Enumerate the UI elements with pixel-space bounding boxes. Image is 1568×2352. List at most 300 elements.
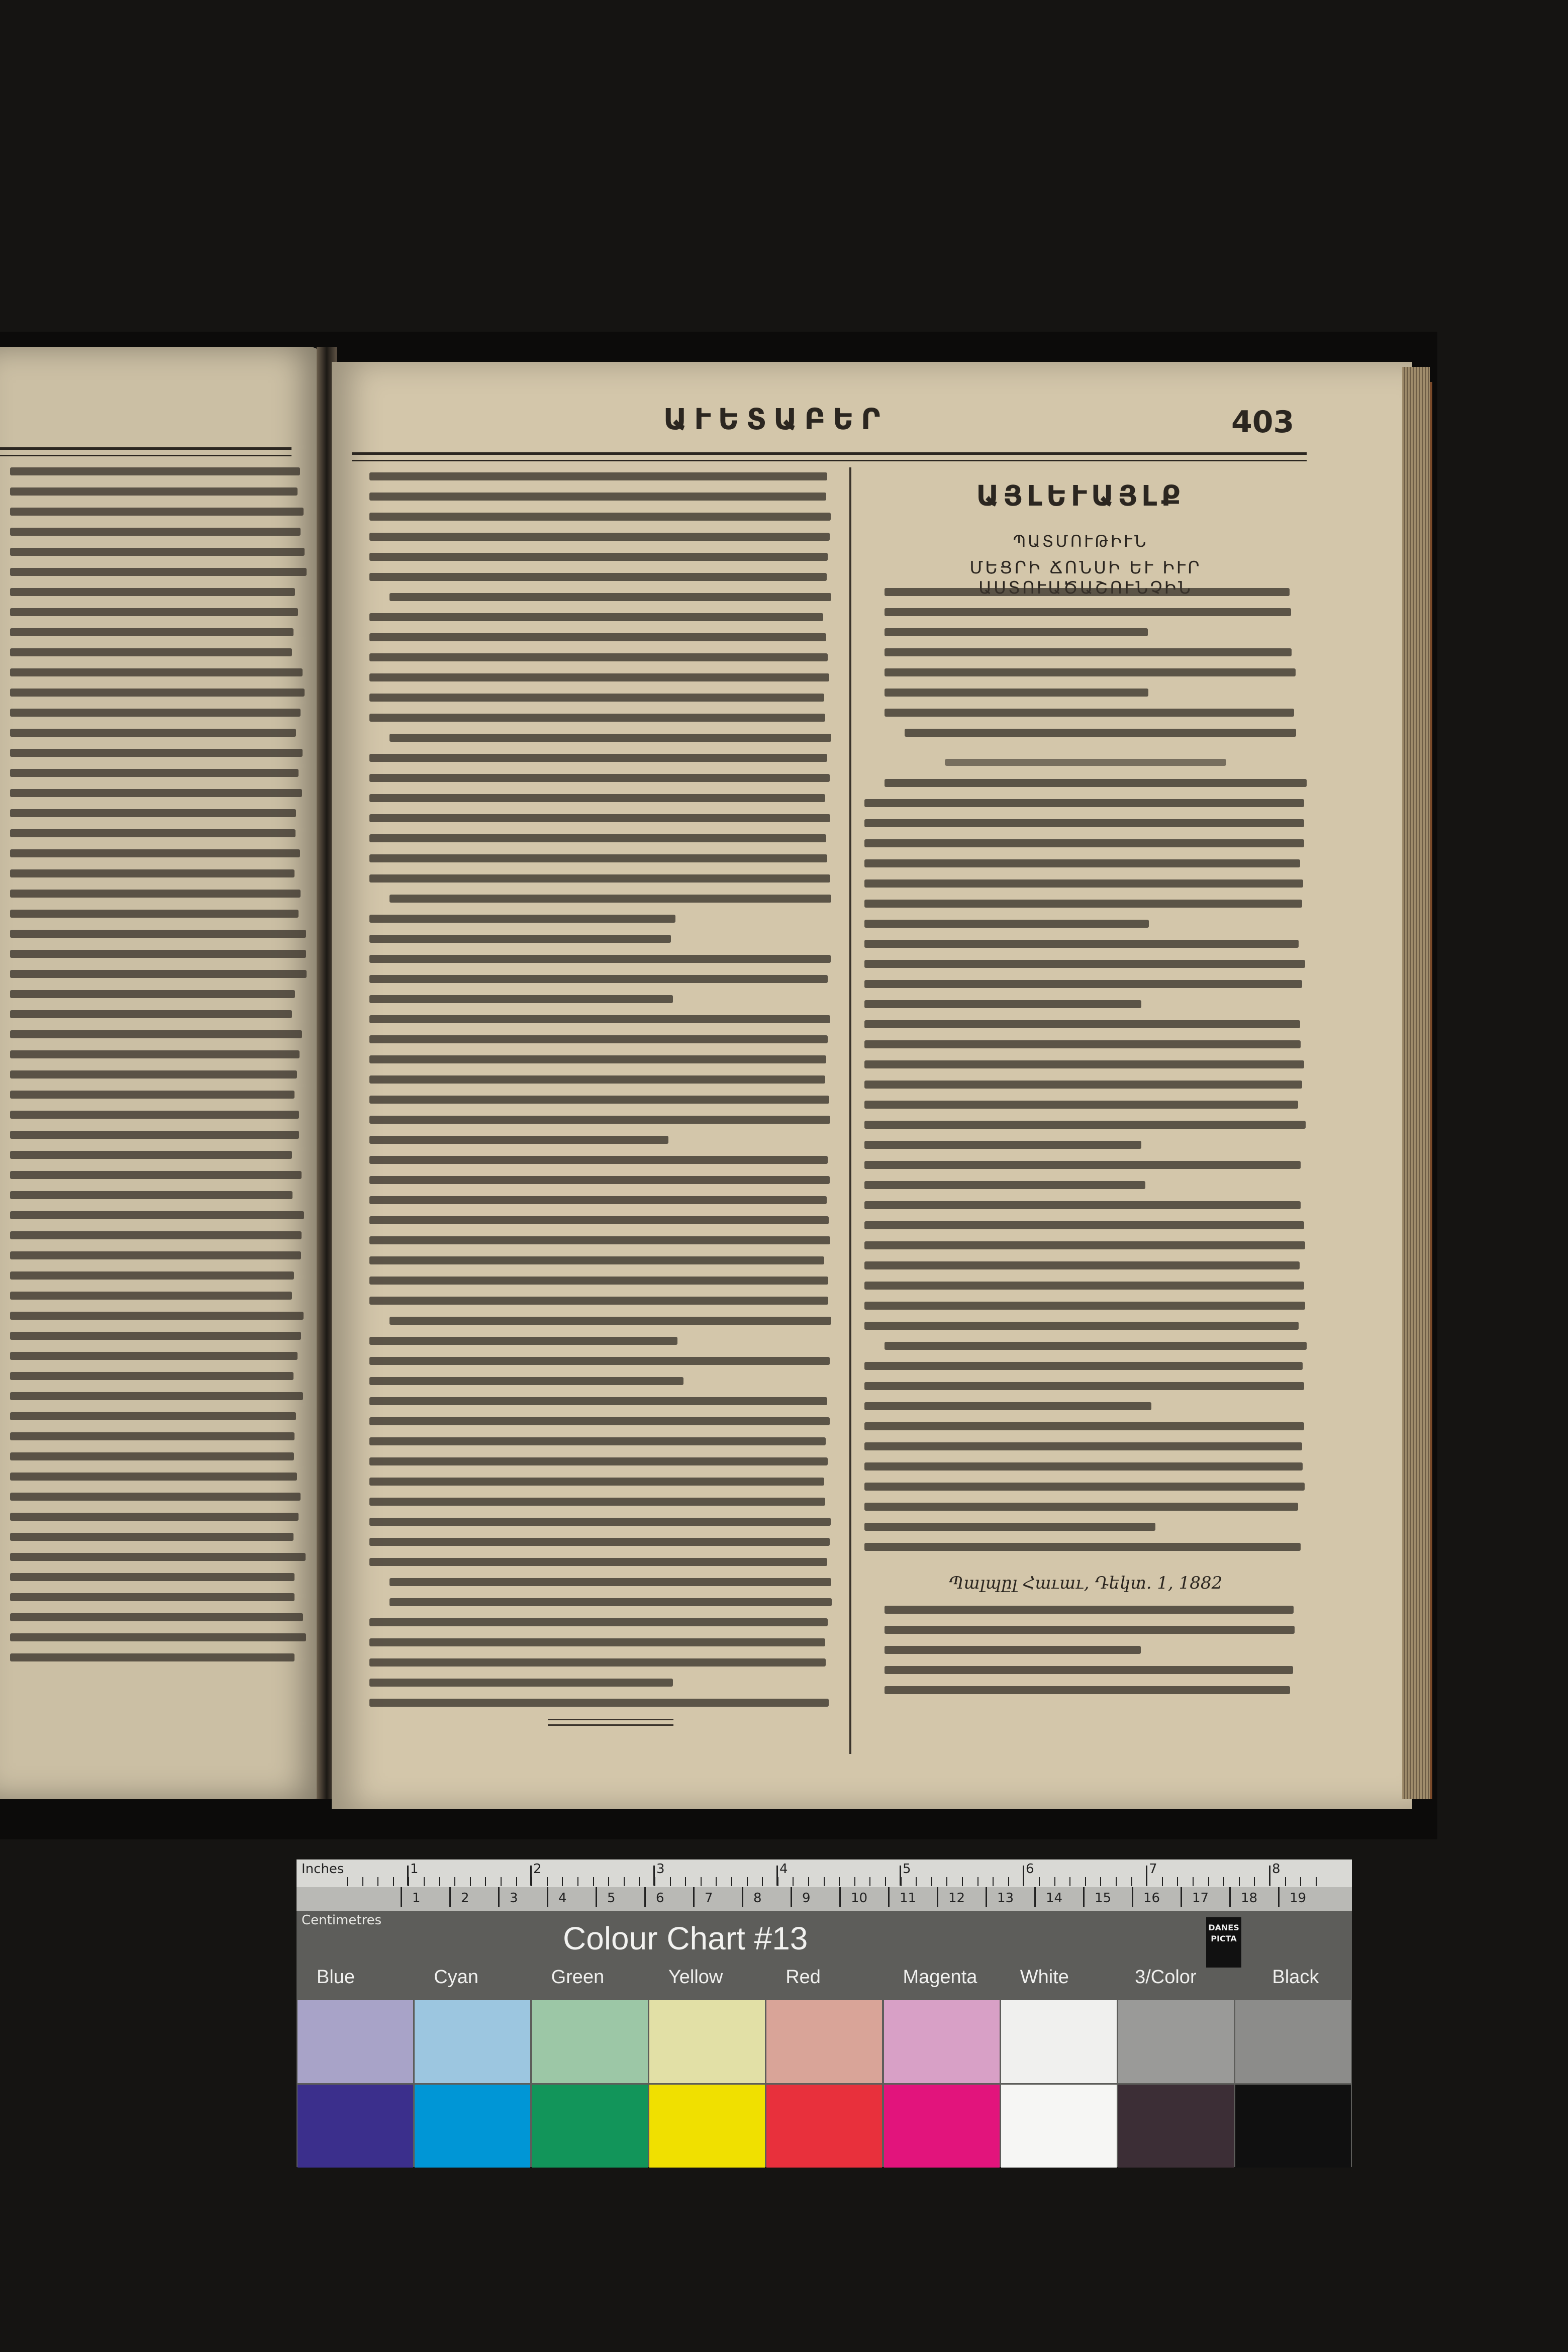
text-line (369, 935, 671, 943)
end-ornament (548, 1719, 673, 1726)
ruler-minor-tick (1146, 1877, 1147, 1886)
text-line (369, 553, 828, 561)
cm-tick (986, 1887, 987, 1907)
cm-tick (791, 1887, 792, 1907)
ruler-minor-tick (1100, 1877, 1101, 1886)
text-line (864, 1101, 1298, 1109)
inch-number: 5 (903, 1861, 911, 1877)
article-signature-text (885, 1606, 1297, 1711)
text-line (885, 1646, 1141, 1654)
text-line (885, 1666, 1293, 1674)
text-line (10, 1473, 297, 1481)
text-line (10, 950, 306, 958)
logo-word: PICTA (1211, 1934, 1237, 1943)
text-line (864, 980, 1302, 988)
text-line (10, 1111, 299, 1119)
cm-number: 7 (705, 1891, 713, 1906)
ruler-minor-tick (993, 1877, 994, 1886)
text-line (10, 548, 305, 556)
text-line (885, 1626, 1295, 1634)
cm-tick (547, 1887, 548, 1907)
text-line (369, 673, 829, 681)
danes-picta-logo (1206, 1917, 1241, 1968)
ruler-minor-tick (547, 1877, 548, 1886)
running-head: ԱՒԵՏԱԲԵՐ (663, 402, 888, 436)
text-line (864, 900, 1302, 908)
text-line (10, 1010, 292, 1018)
colour-patch-solid (649, 2085, 765, 2168)
patch-label: Red (786, 1967, 821, 1988)
cm-tick (693, 1887, 695, 1907)
text-line (10, 1070, 297, 1079)
text-line (905, 729, 1296, 737)
text-line (369, 1558, 827, 1566)
text-line (864, 1261, 1300, 1269)
text-line (864, 1382, 1304, 1390)
text-line (864, 1241, 1305, 1249)
text-line (10, 729, 296, 737)
text-line (369, 1417, 830, 1425)
text-line (864, 819, 1304, 827)
inch-number: 8 (1272, 1861, 1281, 1877)
header-rule (0, 447, 291, 456)
text-line (885, 1606, 1294, 1614)
text-line (369, 714, 825, 722)
colour-patch-solid (532, 2085, 648, 2168)
ruler-minor-tick (1269, 1877, 1270, 1886)
text-line (10, 1251, 301, 1259)
text-line (864, 1040, 1301, 1048)
text-line (369, 1156, 828, 1164)
ruler-minor-tick (577, 1877, 578, 1886)
colour-chart-title: Colour Chart #13 (563, 1920, 808, 1956)
text-line (10, 608, 298, 616)
text-line (10, 1372, 293, 1380)
text-line (10, 1593, 295, 1601)
text-line (864, 1442, 1302, 1450)
ruler-minor-tick (531, 1877, 532, 1886)
ruler-minor-tick (839, 1877, 840, 1886)
ruler-minor-tick (1285, 1877, 1286, 1886)
patch-label: 3/Color (1135, 1967, 1197, 1988)
text-line (10, 1553, 306, 1561)
colour-patch-solid (766, 2085, 882, 2168)
ruler-minor-tick (639, 1877, 640, 1886)
ruler-minor-tick (1239, 1877, 1240, 1886)
text-line (369, 1096, 829, 1104)
ruler-minor-tick (562, 1877, 563, 1886)
cm-tick (596, 1887, 597, 1907)
colour-patch-light (649, 2000, 765, 2083)
text-line (864, 960, 1305, 968)
text-line (885, 1342, 1307, 1350)
text-line (885, 779, 1307, 787)
column-divider (849, 467, 851, 1754)
inches-label: Inches (302, 1861, 344, 1877)
ruler-minor-tick (470, 1877, 471, 1886)
text-line (864, 1402, 1151, 1410)
cm-number: 5 (607, 1891, 616, 1906)
text-line (10, 1171, 302, 1179)
text-line (369, 1297, 828, 1305)
text-line (10, 869, 295, 877)
ruler-minor-tick (1162, 1877, 1163, 1886)
ruler-minor-tick (962, 1877, 963, 1886)
text-line (864, 1081, 1302, 1089)
text-line (369, 1075, 825, 1084)
colour-patch-solid (1001, 2085, 1117, 2168)
cm-tick (644, 1887, 646, 1907)
text-line (369, 1176, 830, 1184)
text-line (369, 1015, 830, 1023)
text-line (10, 749, 303, 757)
text-line (864, 1503, 1298, 1511)
cm-tick (1181, 1887, 1182, 1907)
text-line (369, 1136, 668, 1144)
text-line (369, 573, 827, 581)
colour-patch-light (884, 2000, 1000, 2083)
colour-patch-light (1118, 2000, 1234, 2083)
cm-tick (1278, 1887, 1280, 1907)
cm-tick (742, 1887, 743, 1907)
ruler-minor-tick (946, 1877, 947, 1886)
text-line (10, 648, 292, 656)
cm-number: 11 (900, 1891, 917, 1906)
ruler-minor-tick (593, 1877, 594, 1886)
text-line (10, 467, 300, 475)
ruler-minor-tick (716, 1877, 717, 1886)
text-line (10, 1352, 298, 1360)
ruler-minor-tick (777, 1877, 778, 1886)
ruler-minor-tick (1085, 1877, 1086, 1886)
text-line (369, 1357, 830, 1365)
text-line (885, 608, 1291, 616)
inch-number: 2 (533, 1861, 542, 1877)
ruler-minor-tick (1208, 1877, 1209, 1886)
text-line (10, 1271, 294, 1280)
cm-number: 12 (948, 1891, 965, 1906)
header-rule (352, 452, 1307, 461)
text-line (864, 1161, 1301, 1169)
text-line (864, 1020, 1300, 1028)
ruler-minor-tick (1193, 1877, 1194, 1886)
section-title: ԱՅԼԵՒԱՅԼՔ (976, 480, 1185, 513)
text-line (369, 1035, 828, 1043)
text-line (369, 995, 673, 1003)
text-line (10, 1513, 299, 1521)
text-line (10, 930, 306, 938)
text-line (10, 1151, 292, 1159)
text-line (369, 472, 827, 480)
ruler-minor-tick (654, 1877, 655, 1886)
cm-number: 3 (510, 1891, 518, 1906)
text-line (369, 533, 830, 541)
text-line (369, 1256, 824, 1264)
text-line (864, 879, 1303, 888)
colour-patch-solid (884, 2085, 1000, 2168)
text-line (10, 769, 299, 777)
cm-tick (498, 1887, 500, 1907)
date-line: Պալպըլ Հաւաւ, Դեկտ. 1, 1882 (948, 1573, 1223, 1593)
text-line (10, 568, 307, 576)
ruler-minor-tick (731, 1877, 732, 1886)
text-line (10, 588, 295, 596)
ruler-minor-tick (931, 1877, 932, 1886)
text-line (369, 874, 830, 883)
text-line (864, 1462, 1303, 1471)
ruler-minor-tick (501, 1877, 502, 1886)
colour-patch-light (1001, 2000, 1117, 2083)
text-line (10, 487, 298, 496)
cm-number: 1 (412, 1891, 421, 1906)
text-line (369, 1277, 828, 1285)
text-line (369, 1337, 677, 1345)
cm-tick (449, 1887, 451, 1907)
cm-number: 9 (802, 1891, 811, 1906)
colour-patch-light (532, 2000, 648, 2083)
text-line (369, 694, 824, 702)
ruler-minor-tick (1116, 1877, 1117, 1886)
colour-patch-light (766, 2000, 882, 2083)
ruler-minor-tick (454, 1877, 455, 1886)
ruler-minor-tick (824, 1877, 825, 1886)
text-line (10, 1573, 295, 1581)
left-column-text (369, 472, 832, 1729)
cm-tick (1132, 1887, 1133, 1907)
text-line (10, 1653, 295, 1661)
text-line (10, 508, 304, 516)
text-line (10, 1493, 301, 1501)
text-line (885, 689, 1148, 697)
colour-patch-light (298, 2000, 413, 2083)
inch-number: 7 (1149, 1861, 1157, 1877)
cm-number: 14 (1046, 1891, 1063, 1906)
text-line (369, 854, 827, 862)
text-line (10, 1613, 303, 1621)
text-line (864, 1282, 1304, 1290)
ruler-minor-tick (1008, 1877, 1009, 1886)
text-line (369, 1437, 826, 1445)
ruler-minor-tick (1069, 1877, 1070, 1886)
cm-number: 16 (1143, 1891, 1160, 1906)
text-line (10, 1412, 296, 1420)
cm-number: 6 (656, 1891, 664, 1906)
text-line (10, 628, 293, 636)
cm-number: 10 (851, 1891, 868, 1906)
article-body-text (864, 779, 1307, 1563)
text-line (10, 1452, 294, 1460)
text-line (10, 689, 305, 697)
ruler-minor-tick (1223, 1877, 1224, 1886)
text-line (369, 493, 826, 501)
text-line (10, 1392, 303, 1400)
text-line (369, 1397, 827, 1405)
cm-number: 19 (1290, 1891, 1307, 1906)
ruler-minor-tick (670, 1877, 671, 1886)
ruler-minor-tick (347, 1877, 348, 1886)
text-line (369, 1538, 830, 1546)
text-line (369, 653, 828, 661)
ruler-minor-tick (393, 1877, 394, 1886)
cm-number: 4 (558, 1891, 567, 1906)
ruler-minor-tick (516, 1877, 517, 1886)
text-line (10, 1030, 302, 1038)
ruler-minor-tick (362, 1877, 363, 1886)
cm-tick (888, 1887, 890, 1907)
cm-tick (937, 1887, 938, 1907)
ruler-minor-tick (747, 1877, 748, 1886)
colour-patch-solid (415, 2085, 530, 2168)
ruler-minor-tick (1131, 1877, 1132, 1886)
text-line (369, 1055, 826, 1063)
ruler-minor-tick (808, 1877, 809, 1886)
text-line (10, 1633, 306, 1641)
text-line (369, 1116, 830, 1124)
text-line (369, 1457, 828, 1465)
text-line (10, 1050, 300, 1058)
text-line (10, 1533, 293, 1541)
ruler-minor-tick (624, 1877, 625, 1886)
colour-patch-solid (1118, 2085, 1234, 2168)
article-heading: ՄԵՑՐԻ ՃՈՆՍԻ ԵՒ ԻՒՐ (969, 558, 1202, 578)
text-line (389, 734, 831, 742)
text-line (369, 633, 826, 641)
text-line (369, 1216, 829, 1224)
text-line (10, 528, 301, 536)
text-line (10, 809, 296, 817)
text-line (864, 920, 1149, 928)
text-line (369, 1618, 828, 1626)
text-line (864, 1302, 1305, 1310)
text-line (369, 955, 831, 963)
text-line (389, 593, 831, 601)
patch-label: Magenta (903, 1967, 977, 1988)
text-line (10, 910, 299, 918)
patch-label: Blue (317, 1967, 355, 1988)
text-line (885, 628, 1148, 636)
text-line (369, 1638, 825, 1646)
cm-tick (1034, 1887, 1036, 1907)
ruler-minor-tick (424, 1877, 425, 1886)
text-line (369, 613, 823, 621)
text-line (864, 1483, 1305, 1491)
text-line (10, 1312, 304, 1320)
text-line (864, 1141, 1141, 1149)
text-line (369, 1498, 825, 1506)
ruler-minor-tick (1039, 1877, 1040, 1886)
text-line (369, 1679, 673, 1687)
cm-number: 8 (753, 1891, 762, 1906)
cm-number: 18 (1241, 1891, 1258, 1906)
inch-number: 6 (1026, 1861, 1034, 1877)
cm-tick (401, 1887, 402, 1907)
text-line (369, 814, 830, 822)
text-line (10, 990, 295, 998)
text-line (369, 975, 828, 983)
text-line (369, 1377, 683, 1385)
logo-word: DANES (1208, 1923, 1239, 1932)
text-line (10, 1211, 304, 1219)
text-line (369, 754, 827, 762)
cm-number: 15 (1095, 1891, 1112, 1906)
text-line (10, 1432, 295, 1440)
text-line (10, 890, 301, 898)
text-line (885, 709, 1294, 717)
ruler-minor-tick (916, 1877, 917, 1886)
text-line (864, 1181, 1145, 1189)
ruler-minor-tick (1023, 1877, 1024, 1886)
patch-label: White (1020, 1967, 1069, 1988)
text-line (10, 789, 302, 797)
text-line (10, 970, 307, 978)
colour-patch-solid (298, 2085, 413, 2168)
text-line (864, 839, 1304, 847)
text-line (864, 1362, 1303, 1370)
ruler-minor-tick (485, 1877, 486, 1886)
text-line (885, 648, 1292, 656)
colour-patch-solid (1235, 2085, 1351, 2168)
ruler-minor-tick (869, 1877, 870, 1886)
text-line (864, 1000, 1141, 1008)
text-line (369, 774, 830, 782)
inch-number: 4 (779, 1861, 788, 1877)
text-line (10, 1191, 292, 1199)
ruler-minor-tick (685, 1877, 686, 1886)
ruler-minor-tick (701, 1877, 702, 1886)
ruler-minor-tick (408, 1877, 409, 1886)
text-line (389, 895, 831, 903)
text-line (10, 709, 301, 717)
inch-number: 3 (656, 1861, 665, 1877)
patch-label: Black (1272, 1967, 1319, 1988)
text-line (389, 1317, 831, 1325)
left-page (0, 347, 324, 1799)
cm-tick (1229, 1887, 1231, 1907)
ruler-minor-tick (439, 1877, 440, 1886)
ruler-minor-tick (377, 1877, 378, 1886)
cm-number: 2 (461, 1891, 469, 1906)
text-line (10, 1231, 302, 1239)
page-edges (1402, 367, 1430, 1799)
text-line (864, 1221, 1304, 1229)
text-line (10, 1332, 301, 1340)
text-line (864, 1121, 1306, 1129)
patch-label: Yellow (668, 1967, 723, 1988)
text-line (864, 1060, 1304, 1068)
cm-number: 17 (1192, 1891, 1209, 1906)
text-line (10, 1292, 292, 1300)
ruler-minor-tick (901, 1877, 902, 1886)
text-line (864, 859, 1300, 867)
ruler-minor-tick (977, 1877, 978, 1886)
text-line (369, 1518, 831, 1526)
text-line (389, 1578, 831, 1586)
text-line (10, 668, 303, 676)
patch-label: Green (551, 1967, 605, 1988)
text-line (10, 849, 300, 857)
text-line (864, 1422, 1304, 1430)
cm-number: 13 (997, 1891, 1014, 1906)
text-line (369, 1196, 827, 1204)
subheading-rule (945, 759, 1226, 766)
ruler-minor-tick (1316, 1877, 1317, 1886)
text-line (369, 1478, 824, 1486)
ruler-minor-tick (885, 1877, 886, 1886)
text-line (369, 1699, 829, 1707)
cm-tick (839, 1887, 841, 1907)
ruler-minor-tick (854, 1877, 855, 1886)
ruler-minor-tick (793, 1877, 794, 1886)
